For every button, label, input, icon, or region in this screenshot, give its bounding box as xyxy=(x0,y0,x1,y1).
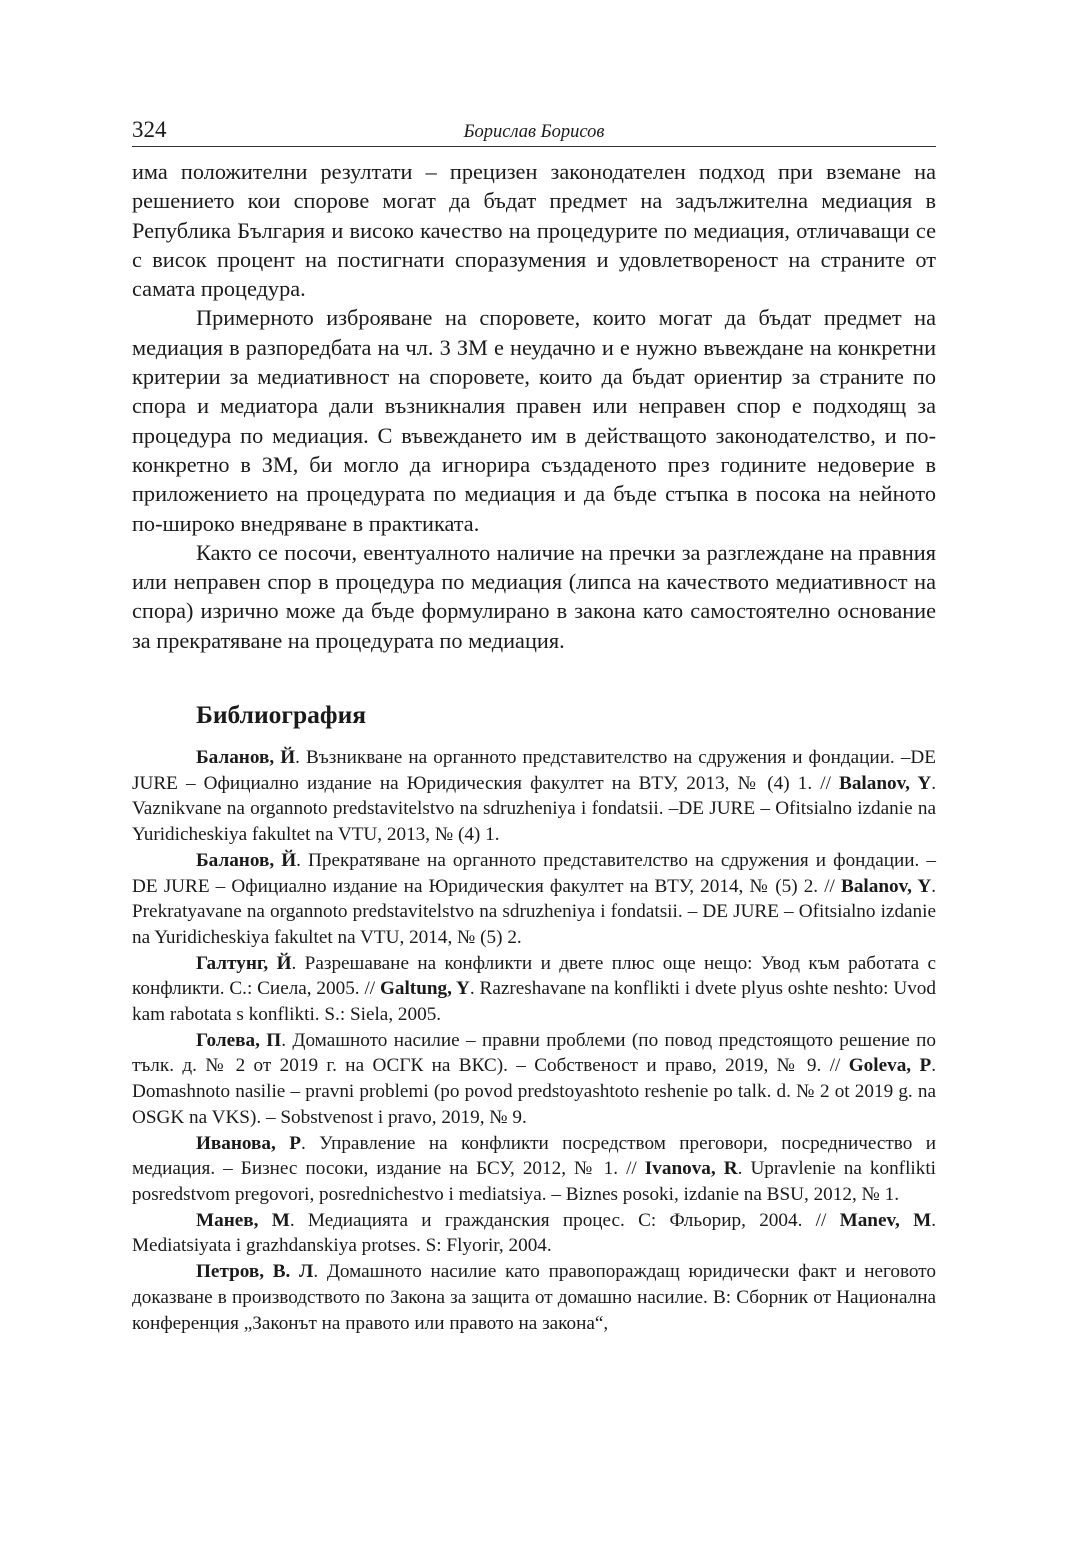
bib-entry xyxy=(132,745,936,848)
bib-author-lat: Balanov, Y xyxy=(839,772,932,794)
bib-text-bg: . Възникване на органното представителство на сдружения и фондации. –DE JURE – Официално издание на Юридическия факултет на ВТУ, 2013, № (4) 1. // xyxy=(132,747,936,794)
bib-entry xyxy=(132,1028,936,1131)
bib-author-bg: Баланов, Й xyxy=(196,747,296,769)
bib-author-lat: Goleva, P xyxy=(848,1055,932,1077)
bib-author-bg: Голева, П xyxy=(196,1029,282,1051)
bib-author-lat: Manev, M xyxy=(839,1209,932,1231)
header-author: Борислав Борисов xyxy=(463,122,605,142)
bib-text-bg: . Разрешаване на конфликти и двете плюс още нещо: Увод към работата с конфликти. С.: Сиела, 2005. // xyxy=(132,952,937,1000)
bib-entry xyxy=(132,848,936,951)
body-paragraph-1: има положителни резултати – прецизен законодателен подход при вземане на решението кои спорове могат да бъдат предмет на задължителна медиация в Република България и високо качество на процедурите по медиация, отличаващи се с висок процент на постигнати споразумения и удовлетвореност на страните от самата процедура. xyxy=(132,159,936,302)
bib-text-bg: . Управление на конфликти посредством преговори, посредничество и медиация. – Бизнес посоки, издание на БСУ, 2012, № 1. // xyxy=(132,1132,936,1180)
bib-text-bg: . Домашното насилие – правни проблеми (по повод предстоящото решение по тълк. д. № 2 от 2019 г. на ОСГК на ВКС). – Собственост и право, 2019, № 9. // xyxy=(132,1029,936,1077)
bib-entry xyxy=(132,1259,936,1336)
bib-author-bg: Иванова, Р xyxy=(196,1132,301,1154)
page-number: 324 xyxy=(132,117,167,142)
bib-author-lat: Galtung, Y xyxy=(379,978,470,1000)
body-paragraph-2: Примерното изброяване на споровете, които могат да бъдат предмет на медиация в разпоредбата на чл. 3 ЗМ е неудачно и е нужно въвеждане на конкретни критерии за медиативност на споровете, които да бъдат ориентир за страните по спора и медиатора дали възникналия правен или неправен спор е подходящ за процедура по медиация. С въвеждането им в действащото законодателство, и по-конкретно в ЗМ, би могло да игнорира създаденото през годините недоверие в приложението на процедурата по медиация и да бъде стъпка в посока на нейното по-широко внедряване в практиката. xyxy=(132,305,936,536)
bib-author-bg: Петров, В. Л xyxy=(196,1261,314,1283)
running-header xyxy=(132,112,936,147)
document-page xyxy=(132,112,936,1336)
bib-text-lat: . Razreshavane na konflikti i dvete plyus oshte neshto: Uvod kam rabotata s konflikti. S.: Siela, 2005. xyxy=(132,978,936,1026)
bib-entry xyxy=(132,1131,936,1208)
bib-entry xyxy=(132,1208,936,1259)
bibliography-list xyxy=(132,745,936,1336)
bib-author-lat: Ivanova, R xyxy=(644,1158,738,1180)
bib-text-bg: . Прекратяване на органното представителство на сдружения и фондации. – DE JURE – Официално издание на Юридическия факултет на ВТУ, 2014, № (5) 2. // xyxy=(132,849,936,897)
bib-text-lat: . Prekratyavane na organnoto predstavitelstvo na sdruzheniya i fondatsii. – DE JURE – Ofitsialno izdanie na Yuridicheskiya fakultet na VTU, 2014, № (5) 2. xyxy=(132,875,936,948)
bib-author-lat: Balanov, Y xyxy=(841,875,932,897)
bib-text-bg: . Домашното насилие като правопораждащ юридически факт и неговото доказване в производството по Закона за защита от домашно насилие. В: Сборник от Национална конференция „Законът на правото или правото на закона“, xyxy=(132,1261,936,1334)
bib-entry xyxy=(132,951,936,1028)
bib-text-lat: . Domashnoto nasilie – pravni problemi (po povod predstoyashtoto reshenie po talk. d. № 2 ot 2019 g. na OSGK na VKS). – Sobstvenost i pravo, 2019, № 9. xyxy=(132,1055,936,1128)
body-paragraph-3: Както се посочи, евентуалното наличие на пречки за разглеждане на правния или неправен спор в процедура по медиация (липса на качеството медиативност на спора) изрично може да бъде формулирано в закона като самостоятелно основание за прекратяване на процедурата по медиация. xyxy=(132,539,936,653)
bib-text-lat: . Upravlenie na konflikti posredstvom pregovori, posrednichestvo i mediatsiya. – Biznes posoki, izdanie na BSU, 2012, № 1. xyxy=(132,1158,936,1205)
bib-text-lat: . Mediatsiyata i grazhdanskiya protses. S: Flyorir, 2004. xyxy=(132,1209,936,1257)
body-text xyxy=(132,157,936,655)
bib-author-bg: Галтунг, Й xyxy=(196,952,292,974)
bibliography-heading: Библиография xyxy=(196,700,367,730)
bib-author-bg: Баланов, Й xyxy=(196,849,297,871)
bib-author-bg: Манев, М xyxy=(196,1209,290,1231)
bib-text-bg: . Медиацията и гражданския процес. С: Фльорир, 2004. // xyxy=(289,1209,840,1231)
bib-text-lat: . Vaznikvane na organnoto predstavitelstvo na sdruzheniya i fondatsii. –DE JURE – Ofitsialno izdanie na Yuridicheskiya fakultet na VTU, 2013, № (4) 1. xyxy=(132,772,936,846)
